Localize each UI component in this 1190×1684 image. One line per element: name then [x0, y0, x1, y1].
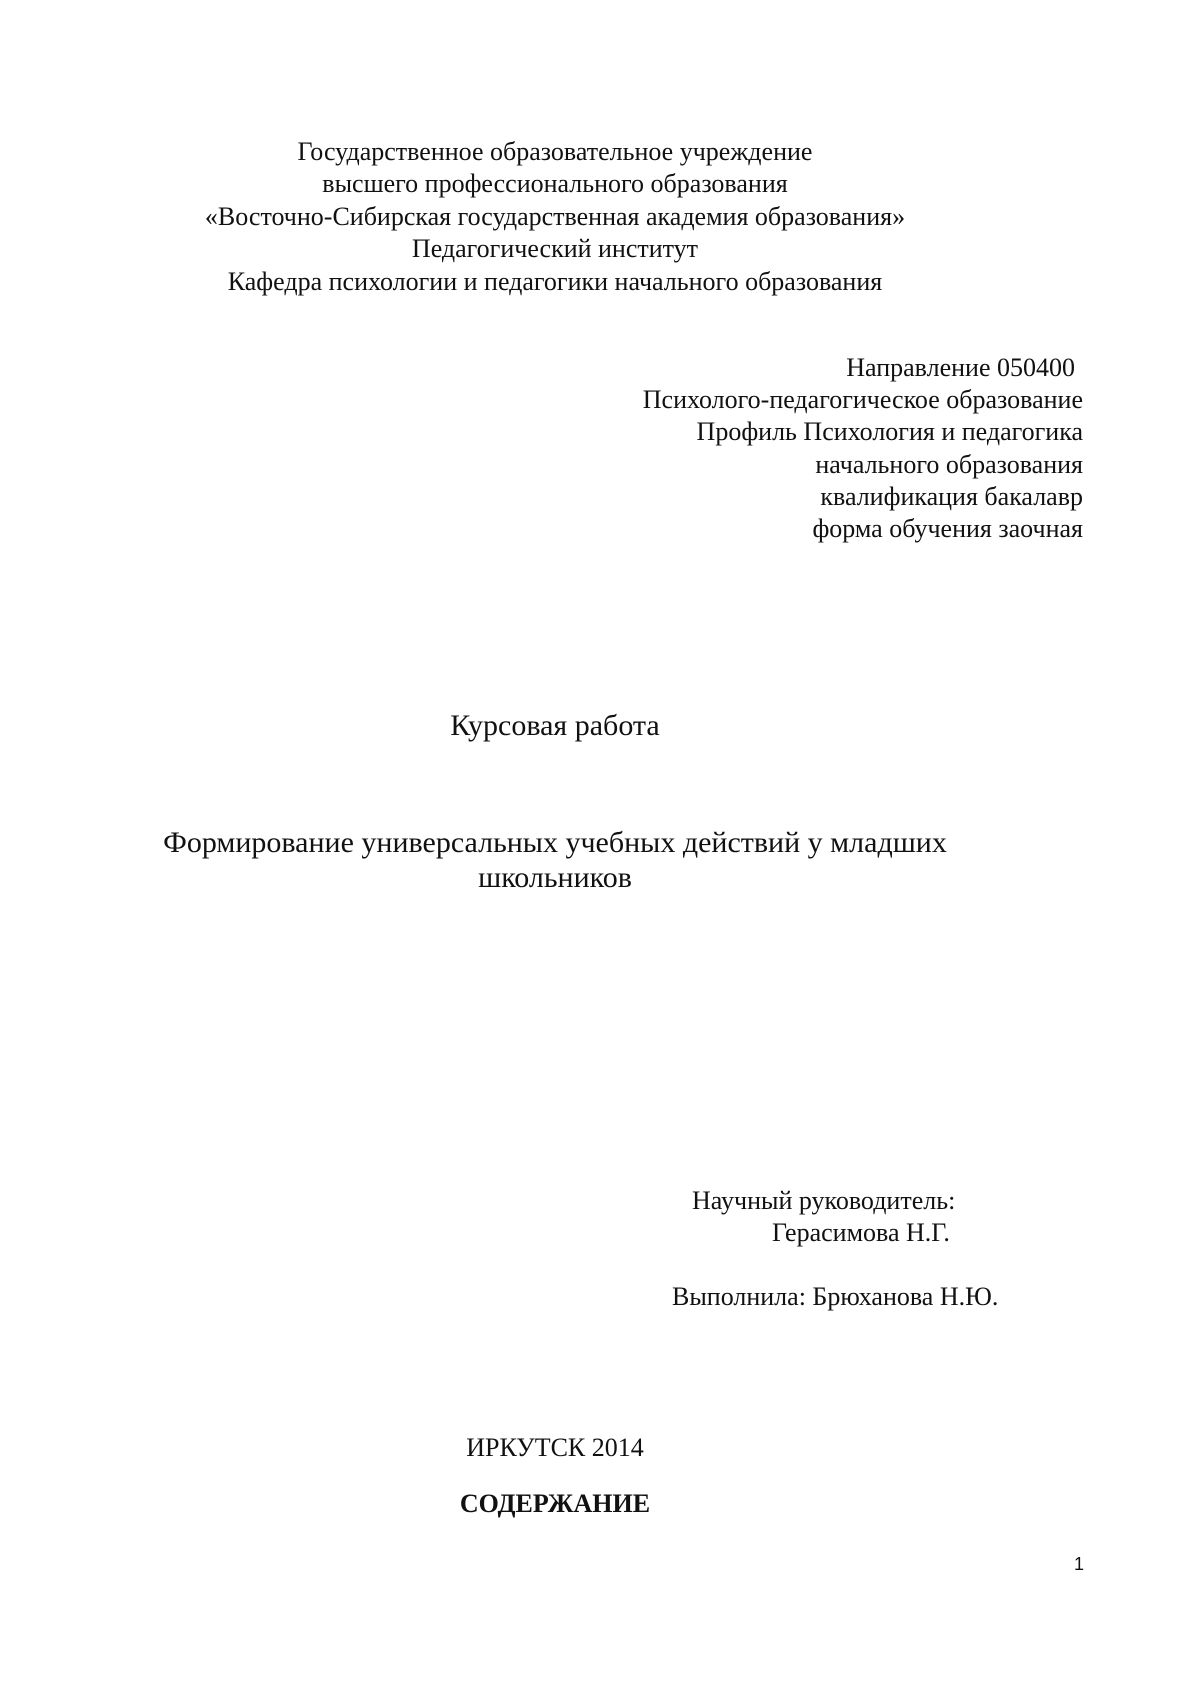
header-line-2: высшего профессионального образования — [322, 169, 788, 198]
program-line-4: начального образования — [815, 450, 1083, 479]
header-line-3: «Восточно-Сибирская государственная академия образования» — [204, 202, 906, 231]
supervisor-name: Герасимова Н.Г. — [772, 1218, 950, 1247]
page-number: 1 — [1074, 1554, 1085, 1574]
program-line-5: квалификация бакалавр — [820, 482, 1083, 511]
supervisor-label: Научный руководитель: — [692, 1186, 956, 1215]
city-year: ИРКУТСК 2014 — [466, 1433, 644, 1462]
program-line-1: Направление 050400 — [846, 353, 1075, 382]
header-line-4: Педагогический институт — [411, 234, 699, 263]
program-line-2: Психолого-педагогическое образование — [642, 385, 1083, 414]
header-line-1: Государственное образовательное учреждение — [297, 137, 813, 166]
contents-heading: СОДЕРЖАНИЕ — [459, 1489, 651, 1518]
program-line-3: Профиль Психология и педагогика — [696, 417, 1083, 446]
author-line: Выполнила: Брюханова Н.Ю. — [672, 1282, 999, 1311]
program-line-6: форма обучения заочная — [812, 514, 1083, 543]
work-title-line-2: школьников — [478, 861, 632, 894]
work-title-line-1: Формирование универсальных учебных действий у младших — [163, 826, 947, 859]
work-type: Курсовая работа — [450, 709, 660, 742]
header-line-5: Кафедра психологии и педагогики начального образования — [227, 267, 883, 296]
